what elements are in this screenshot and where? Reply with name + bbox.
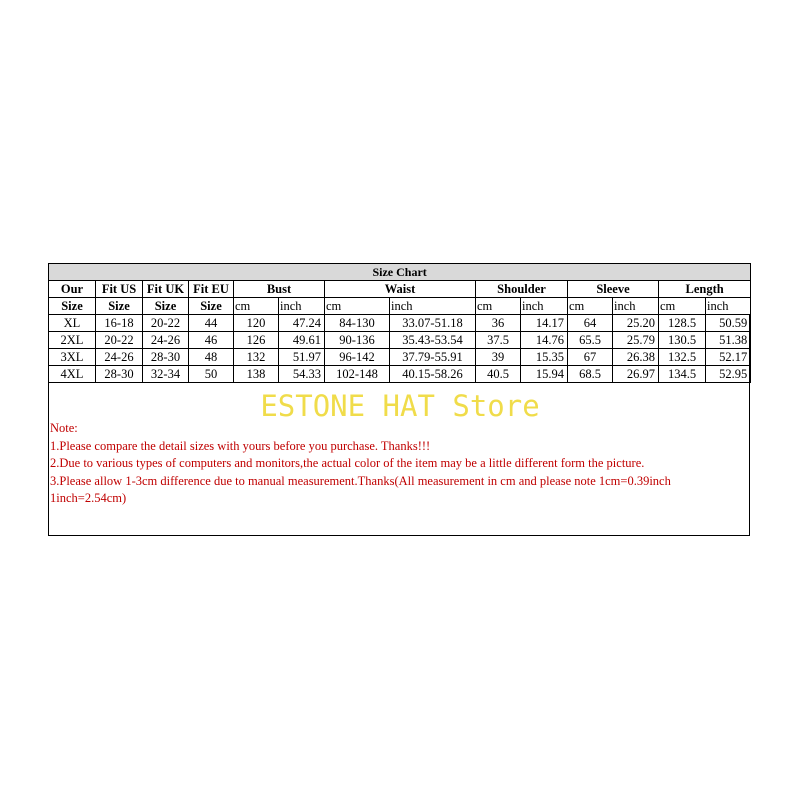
cell-bust-inch: 54.33: [279, 366, 325, 383]
unit-inch: inch: [706, 298, 751, 315]
cell-length-cm: 132.5: [659, 349, 706, 366]
cell-waist-inch: 35.43-53.54: [390, 332, 476, 349]
unit-inch: inch: [279, 298, 325, 315]
header-our-size: Our: [49, 281, 96, 298]
cell-uk: 24-26: [143, 332, 189, 349]
cell-waist-cm: 84-130: [325, 315, 390, 332]
table-row: [49, 366, 751, 383]
unit-inch: inch: [613, 298, 659, 315]
cell-length-inch: 52.95: [706, 366, 751, 383]
cell-bust-inch: 51.97: [279, 349, 325, 366]
cell-shoulder-inch: 15.94: [521, 366, 568, 383]
cell-us: 16-18: [96, 315, 143, 332]
table-row: [49, 315, 751, 332]
cell-length-cm: 134.5: [659, 366, 706, 383]
cell-sleeve-cm: 65.5: [568, 332, 613, 349]
size-chart: [48, 263, 750, 536]
cell-bust-cm: 132: [234, 349, 279, 366]
cell-length-inch: 51.38: [706, 332, 751, 349]
header-bust: Bust: [234, 281, 325, 298]
unit-cm: cm: [476, 298, 521, 315]
cell-bust-cm: 126: [234, 332, 279, 349]
cell-waist-cm: 96-142: [325, 349, 390, 366]
cell-uk: 20-22: [143, 315, 189, 332]
cell-eu: 44: [189, 315, 234, 332]
table-row: [49, 332, 751, 349]
cell-sleeve-inch: 26.38: [613, 349, 659, 366]
notes-section: [50, 420, 740, 508]
cell-bust-cm: 120: [234, 315, 279, 332]
note-line: 1inch=2.54cm): [50, 491, 127, 505]
cell-waist-inch: 33.07-51.18: [390, 315, 476, 332]
header-length: Length: [659, 281, 751, 298]
cell-shoulder-cm: 37.5: [476, 332, 521, 349]
cell-shoulder-cm: 40.5: [476, 366, 521, 383]
header-fit-eu-2: Size: [189, 298, 234, 315]
cell-waist-cm: 102-148: [325, 366, 390, 383]
cell-sleeve-cm: 68.5: [568, 366, 613, 383]
cell-eu: 46: [189, 332, 234, 349]
cell-shoulder-inch: 14.17: [521, 315, 568, 332]
cell-sleeve-cm: 67: [568, 349, 613, 366]
size-chart-table: [48, 263, 751, 383]
cell-size: 4XL: [49, 366, 96, 383]
table-title: Size Chart: [49, 264, 751, 281]
cell-bust-cm: 138: [234, 366, 279, 383]
header-shoulder: Shoulder: [476, 281, 568, 298]
header-waist: Waist: [325, 281, 476, 298]
unit-cm: cm: [234, 298, 279, 315]
unit-cm: cm: [568, 298, 613, 315]
note-line: 2.Due to various types of computers and monitors,the actual color of the item may be a little different form the picture.: [50, 456, 645, 470]
cell-sleeve-inch: 25.20: [613, 315, 659, 332]
header-fit-uk: Fit UK: [143, 281, 189, 298]
cell-shoulder-cm: 36: [476, 315, 521, 332]
unit-inch: inch: [390, 298, 476, 315]
cell-sleeve-inch: 26.97: [613, 366, 659, 383]
unit-cm: cm: [325, 298, 390, 315]
cell-waist-cm: 90-136: [325, 332, 390, 349]
store-name: ESTONE HAT Store: [260, 389, 540, 423]
header-fit-uk-2: Size: [143, 298, 189, 315]
cell-eu: 50: [189, 366, 234, 383]
header-fit-us-2: Size: [96, 298, 143, 315]
table-row: [49, 349, 751, 366]
unit-inch: inch: [521, 298, 568, 315]
cell-shoulder-inch: 14.76: [521, 332, 568, 349]
cell-bust-inch: 47.24: [279, 315, 325, 332]
cell-size: 3XL: [49, 349, 96, 366]
header-fit-eu: Fit EU: [189, 281, 234, 298]
cell-eu: 48: [189, 349, 234, 366]
cell-length-inch: 50.59: [706, 315, 751, 332]
cell-waist-inch: 37.79-55.91: [390, 349, 476, 366]
cell-size: XL: [49, 315, 96, 332]
cell-uk: 32-34: [143, 366, 189, 383]
cell-us: 28-30: [96, 366, 143, 383]
cell-length-inch: 52.17: [706, 349, 751, 366]
cell-waist-inch: 40.15-58.26: [390, 366, 476, 383]
cell-us: 24-26: [96, 349, 143, 366]
cell-length-cm: 130.5: [659, 332, 706, 349]
cell-uk: 28-30: [143, 349, 189, 366]
cell-shoulder-cm: 39: [476, 349, 521, 366]
table-header-row: [49, 281, 751, 298]
table-subheader-row: [49, 298, 751, 315]
cell-us: 20-22: [96, 332, 143, 349]
cell-size: 2XL: [49, 332, 96, 349]
cell-bust-inch: 49.61: [279, 332, 325, 349]
header-our-size-2: Size: [49, 298, 96, 315]
note-line: 3.Please allow 1-3cm difference due to manual measurement.Thanks(All measurement in cm and please note 1cm=0.39inch: [50, 473, 671, 488]
cell-length-cm: 128.5: [659, 315, 706, 332]
cell-shoulder-inch: 15.35: [521, 349, 568, 366]
cell-sleeve-cm: 64: [568, 315, 613, 332]
header-fit-us: Fit US: [96, 281, 143, 298]
notes-heading: Note:: [50, 421, 78, 435]
cell-sleeve-inch: 25.79: [613, 332, 659, 349]
unit-cm: cm: [659, 298, 706, 315]
table-title-row: [49, 264, 751, 281]
note-line: 1.Please compare the detail sizes with yours before you purchase. Thanks!!!: [50, 438, 431, 453]
header-sleeve: Sleeve: [568, 281, 659, 298]
